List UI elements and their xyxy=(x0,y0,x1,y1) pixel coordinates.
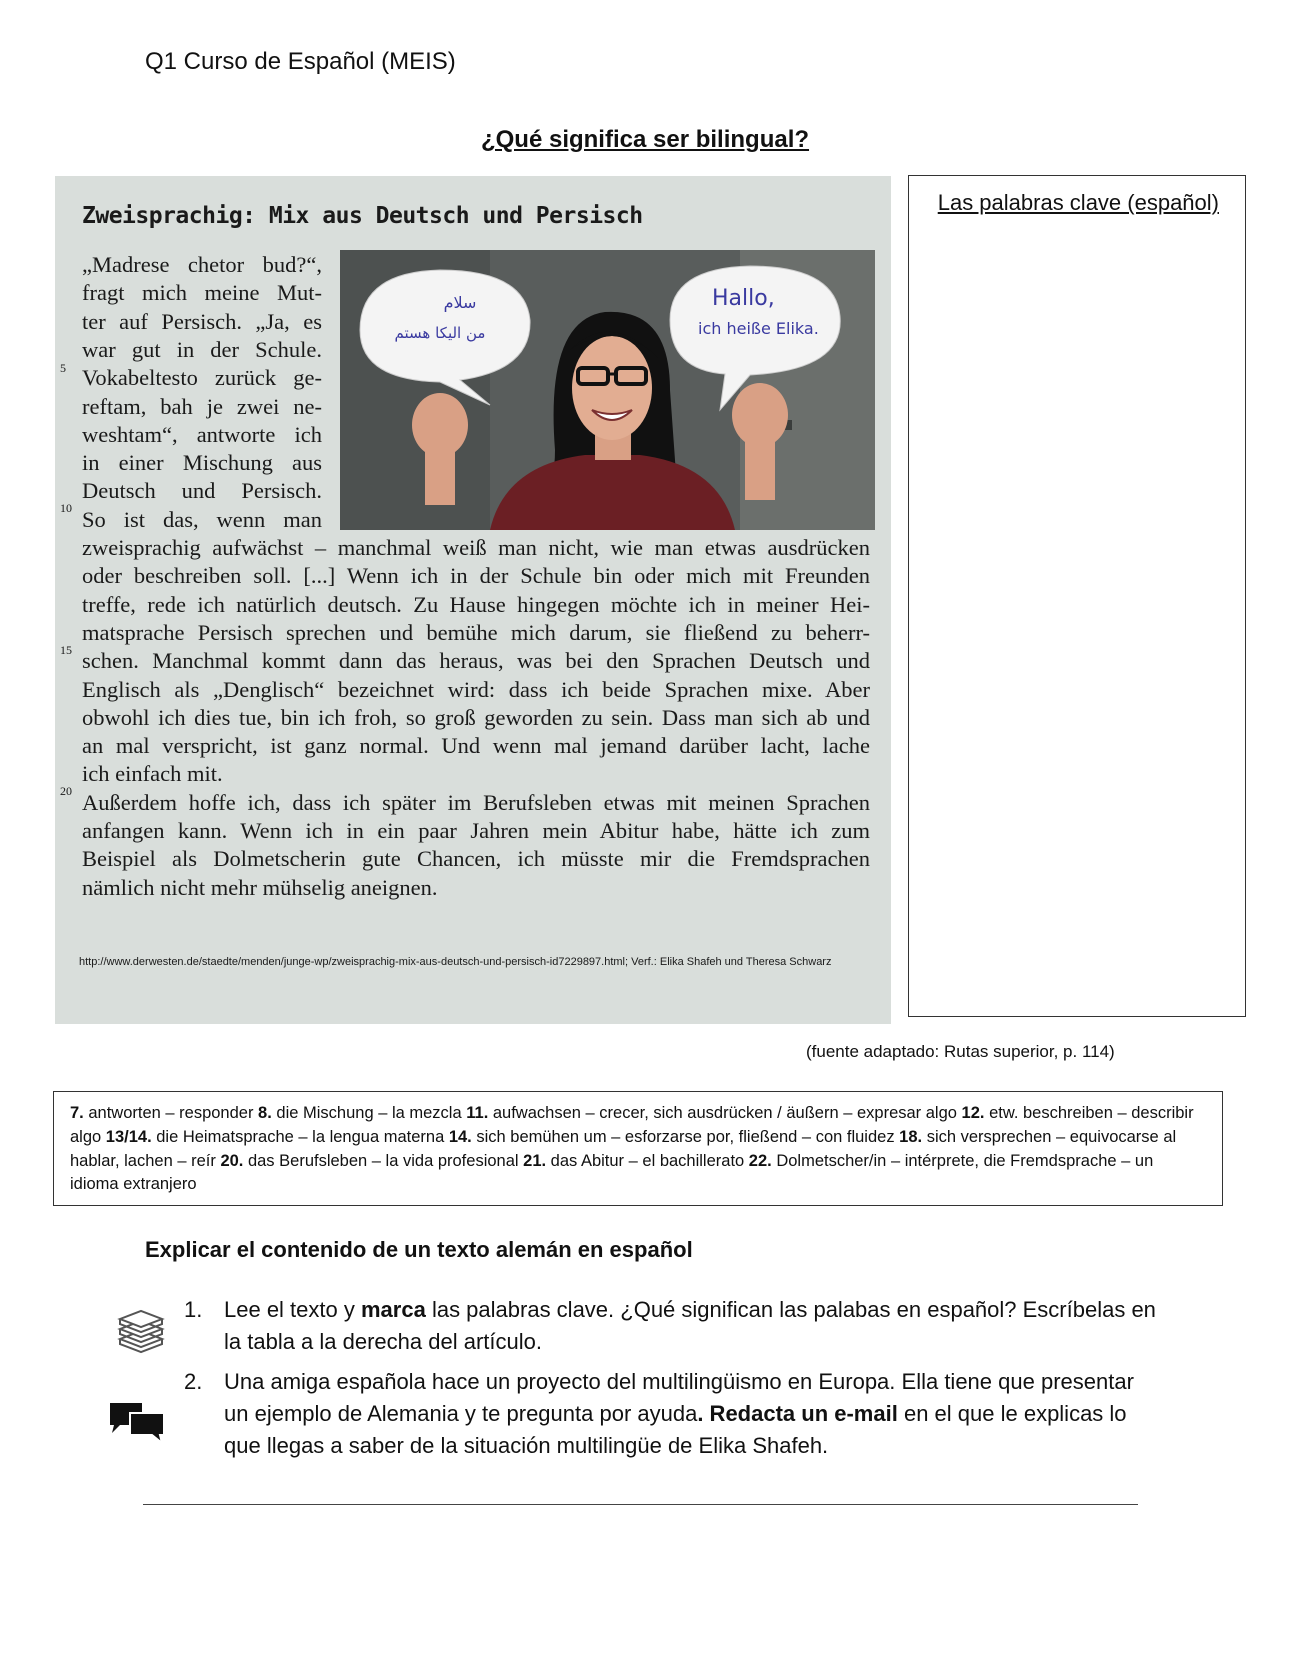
article-line: „Madrese chetor bud?“, xyxy=(82,252,322,277)
article-line: zweisprachig aufwächst – manchmal weiß man nicht, wie man etwas ausdrücken xyxy=(82,535,870,560)
photo-girl-with-speech-bubbles xyxy=(340,250,875,530)
article-line: Vokabeltesto zurück ge- xyxy=(82,365,322,391)
vocab-entry: aufwachsen – crecer, sich ausdrücken / äußern – expresar algo xyxy=(488,1104,962,1122)
article-line: Außerdem hoffe ich, dass ich später im Berufsleben etwas mit meinen Sprachen xyxy=(82,789,870,815)
chat-bubbles-icon xyxy=(108,1399,166,1444)
vocab-line-ref: 21. xyxy=(523,1151,547,1170)
keyword-answer-box[interactable] xyxy=(908,175,1246,1017)
vocab-line-ref: 13/14. xyxy=(105,1127,152,1146)
bubble-left-line2: من اليكا هستم xyxy=(394,324,486,342)
article-line: Deutsch und Persisch. xyxy=(82,478,322,504)
line-number: 5 xyxy=(60,361,66,375)
article-line: in einer Mischung aus xyxy=(82,450,322,476)
article-line: oder beschreiben soll. [...] Wenn ich in der Schule bin oder mich mit Freunden xyxy=(82,563,870,589)
article-scan xyxy=(55,176,891,1024)
course-header: Q1 Curso de Español (MEIS) xyxy=(145,48,456,75)
vocab-entry: antworten – responder xyxy=(83,1104,259,1122)
article-line: schen. Manchmal kommt dann das heraus, was bei den Sprachen Deutsch und xyxy=(82,648,870,674)
vocab-entry: etw. beschreiben – describir algo xyxy=(70,1104,1194,1146)
article-line: treffe, rede ich natürlich deutsch. Zu Hause hingegen möchte ich in meiner Hei- xyxy=(82,591,870,617)
article-line: ter auf Persisch. „Ja, es xyxy=(82,308,322,334)
vocab-line-ref: 8. xyxy=(258,1104,272,1122)
bubble-right-line2: ich heiße Elika. xyxy=(698,319,819,338)
article-line: reftam, bah je zwei ne- xyxy=(82,393,322,419)
section-title: Explicar el contenido de un texto alemán en español xyxy=(145,1237,693,1262)
answer-line[interactable] xyxy=(143,1504,1138,1505)
vocab-entry: das Berufsleben – la vida profesional xyxy=(243,1151,524,1170)
article-line: ich einfach mit. xyxy=(82,761,223,787)
vocab-entry: sich bemühen um – esforzarse por, fließend – con fluidez xyxy=(471,1127,900,1146)
article-line: weshtam“, antworte ich xyxy=(82,421,322,447)
article-line: war gut in der Schule. xyxy=(82,336,322,362)
vocab-entry: die Heimatsprache – la lengua materna xyxy=(151,1127,449,1146)
article-line: matsprache Persisch sprechen und bemühe mich darum, sie fließend zu beherr- xyxy=(82,619,870,645)
article-line: nämlich nicht mehr mühselig aneignen. xyxy=(82,874,438,900)
vocab-line-ref: 7. xyxy=(70,1104,84,1122)
bubble-right-line1: Hallo, xyxy=(712,286,775,311)
keyword-box-title: Las palabras clave (español) xyxy=(937,190,1219,215)
vocab-entry: Dolmetscher/in – intérprete, die Fremdsprache – un idioma extranjero xyxy=(70,1151,1154,1194)
task-number: 2. xyxy=(184,1369,203,1394)
article-line: Englisch als „Denglisch“ bezeichnet wird: dass ich beide Sprachen mixe. Aber xyxy=(82,676,870,702)
bubble-left-line1: سلام xyxy=(443,293,477,312)
vocab-entry: das Abitur – el bachillerato xyxy=(546,1151,749,1170)
line-number: 10 xyxy=(60,501,72,515)
task-text: Lee el texto y marca las palabras clave. ¿Qué significan las palabas en español? Escríbelas en la tabla a la derecha del artículo. xyxy=(224,1297,1156,1354)
article-source-citation: http://www.derwesten.de/staedte/menden/junge-wp/zweisprachig-mix-aus-deutsch-und-persisch-id7229897.html; Verf.: Elika Shafeh und Theresa Schwarz xyxy=(79,956,832,968)
vocab-entry: sich versprechen – equivocarse al hablar, lachen – reír xyxy=(70,1127,1177,1170)
task-2 xyxy=(184,1366,1144,1462)
page-title: ¿Qué significa ser bilingual? xyxy=(480,126,810,153)
vocab-line-ref: 14. xyxy=(448,1127,472,1146)
article-line: fragt mich meine Mut- xyxy=(82,280,322,306)
task-number: 1. xyxy=(184,1297,203,1322)
books-icon xyxy=(116,1309,166,1354)
line-number: 15 xyxy=(60,643,72,657)
source-note: (fuente adaptado: Rutas superior, p. 114) xyxy=(806,1042,1115,1061)
article-line: Beispiel als Dolmetscherin gute Chancen, ich müsste mir die Fremdsprachen xyxy=(82,846,870,872)
task-1 xyxy=(184,1294,1156,1360)
article-line: So ist das, wenn man xyxy=(82,506,322,532)
vocab-line-ref: 22. xyxy=(748,1151,772,1170)
article-line: anfangen kann. Wenn ich in ein paar Jahren mein Abitur habe, hätte ich zum xyxy=(82,818,870,843)
article-heading: Zweisprachig: Mix aus Deutsch und Persisch xyxy=(82,203,643,229)
line-number: 20 xyxy=(60,784,72,798)
task-text: Una amiga española hace un proyecto del multilingüismo en Europa. Ella tiene que presentar un ejemplo de Alemania y te pregunta por ayuda. Redacta un e-mail en el que le explicas lo que llegas a saber de la situación multilingüe de Elika Shafeh. xyxy=(224,1369,1134,1458)
vocab-line-ref: 12. xyxy=(961,1104,985,1122)
article-line: obwohl ich dies tue, bin ich froh, so groß geworden zu sein. Dass man sich ab und xyxy=(82,704,870,730)
vocab-line-ref: 18. xyxy=(899,1127,923,1146)
vocab-line-ref: 11. xyxy=(466,1104,489,1122)
vocabulary-box xyxy=(53,1091,1223,1206)
vocab-entry: die Mischung – la mezcla xyxy=(271,1104,467,1122)
vocab-line-ref: 20. xyxy=(220,1151,244,1170)
article-line: an mal verspricht, ist ganz normal. Und wenn mal jemand darüber lacht, lache xyxy=(82,733,870,759)
